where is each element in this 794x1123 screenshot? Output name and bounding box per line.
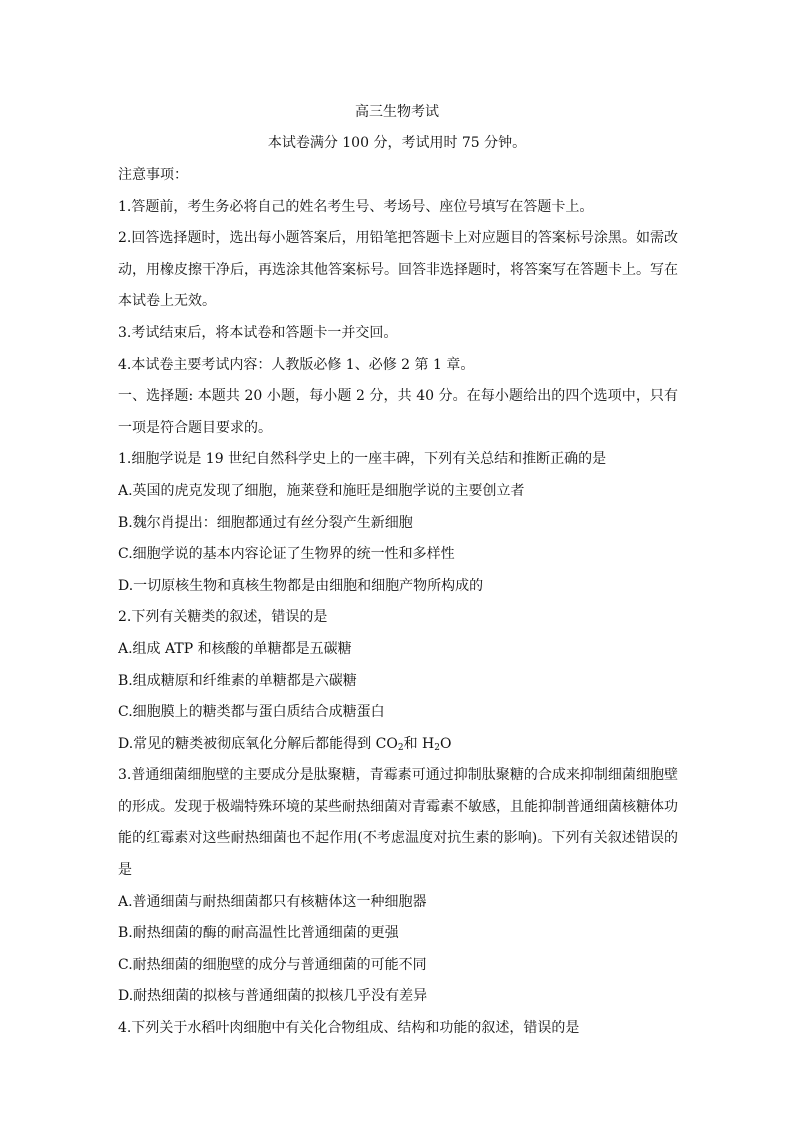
page-title: 高三生物考试 [355,104,439,120]
question-3-option-b: B.耐热细菌的酶的耐高温性比普通细菌的更强 [118,925,399,942]
question-3-option-c: C.耐热细菌的细胞壁的成分与普通细菌的可能不同 [118,956,427,973]
notice-item-1: 1.答题前，考生务必将自己的姓名考生号、考场号、座位号填写在答题卡上。 [118,198,594,215]
question-1-option-b: B.魏尔肖提出：细胞都通过有丝分裂产生新细胞 [118,514,413,531]
exam-info: 本试卷满分 100 分，考试用时 75 分钟。 [267,135,527,151]
question-2-option-d [118,729,678,761]
notice-item-3: 3.考试结束后，将本试卷和答题卡一并交回。 [118,324,398,341]
notice-item-4: 4.本试卷主要考试内容：人教版必修 1、必修 2 第 1 章。 [118,356,475,373]
notice-item-2: 2.回答选择题时，选出每小题答案后，用铅笔把答题卡上对应题目的答案标号涂黑。如需改动，用橡皮擦干净后，再选涂其他答案标号。回答非选择题时，将答案写在答题卡上。写在本试卷上无效。 [118,230,678,310]
option-d-subscript-2: 2 [434,742,440,753]
option-d-prefix: D.常见的糖类被彻底氧化分解后都能得到 CO [118,735,398,752]
question-1-stem: 1.细胞学说是 19 世纪自然科学史上的一座丰碑，下列有关总结和推断正确的是 [118,451,607,468]
question-1-option-d: D.一切原核生物和真核生物都是由细胞和细胞产物所构成的 [118,577,484,594]
question-2-stem: 2.下列有关糖类的叙述，错误的是 [118,609,328,626]
question-1-option-a: A.英国的虎克发现了细胞，施莱登和施旺是细胞学说的主要创立者 [118,482,525,499]
option-d-subscript-1: 2 [397,742,404,753]
question-2-option-a: A.组成 ATP 和核酸的单糖都是五碳糖 [118,640,352,657]
exam-body [118,160,678,1045]
question-3-option-a: A.普通细菌与耐热细菌都只有核糖体这一种细胞器 [118,893,427,910]
notice-heading: 注意事项： [118,167,188,183]
question-3-option-d: D.耐热细菌的拟核与普通细菌的拟核几乎没有差异 [118,988,428,1005]
section-heading: 一、选择题: 本题共 20 小题，每小题 2 分，共 40 分。在每小题给出的四个选项中，只有一项是符合题目要求的。 [118,388,678,436]
question-2-option-c: C.细胞膜上的糖类都与蛋白质结合成糖蛋白 [118,704,385,721]
question-3-stem: 3.普通细菌细胞壁的主要成分是肽聚糖，青霉素可通过抑制肽聚糖的合成来抑制细菌细胞壁的形成。发现于极端特殊环境的某些耐热细菌对青霉素不敏感，且能抑制普通细菌核糖体功能的红霉素对这些耐热细菌也不起作用(不考虑温度对抗生素的影响)。下列有关叙述错误的是 [118,767,678,879]
option-d-mid: 和 H [403,735,435,752]
question-4-stem: 4.下列关于水稻叶肉细胞中有关化合物组成、结构和功能的叙述，错误的是 [118,1020,580,1037]
option-d-suffix: O [439,735,452,752]
question-2-option-b: B.组成糖原和纤维素的单糖都是六碳糖 [118,672,357,689]
question-1-option-c: C.细胞学说的基本内容论证了生物界的统一性和多样性 [118,546,455,563]
